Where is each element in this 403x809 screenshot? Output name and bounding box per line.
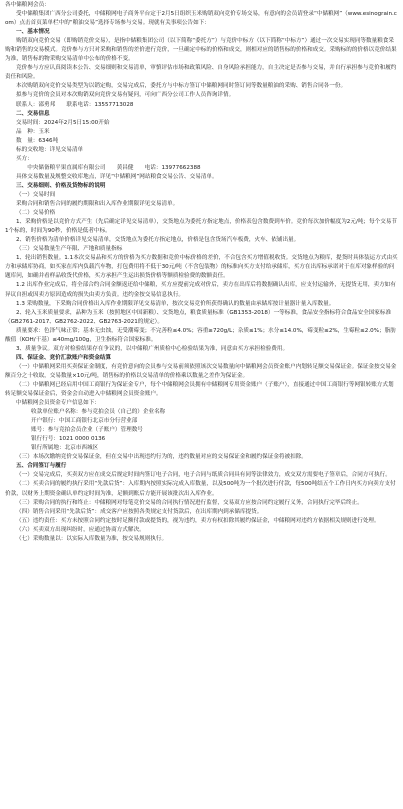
subheading-trade-price: （二）交易价格 [16, 210, 56, 217]
account-line: 银行所属地：北京市西城区 [31, 445, 99, 452]
section-4-p1: （一）中储粮网采用买卖保证金制度，有竞价意向的会员参与交易前须依照该次交易数量向中储粮网会员资金账户内划转足额交易保证金。保证金按交易金额百分之十收取，交易数量×10元/吨，销售标的价格以交易清单的价格乘以数量之差作为保证金。 [5, 363, 397, 379]
section-3-text: 1.2 出库作业完成后，将全部合约合同金额返还给中储粮，买方应提前完成对价后，卖方在出库后将数据确认出库，应支付运输外，无提货无用，卖方如有异议自担或因卖方原因造成的损失由卖方负责。违约金按交易信息执行。 [5, 282, 396, 298]
section-5-p5: （五）违约责任：买方未按照合同约定按时足额付款或提货的，视为违约，卖方有权扣除其履约保证金，中储粮网对违约方依据相关规则进行处理。 [16, 517, 380, 524]
subheading-quantity-quality: （三）交易数量生产年限、产地和质量指标 [16, 246, 123, 253]
trade-info-line: 品 种：玉米 [16, 128, 50, 135]
trade-info-line: 具体交易数量及规整交收库地点，详见“中储粮网”网站粮食交易公告、交易清单。 [16, 173, 218, 180]
section-1-p2: 竞价参与方应认真阅读本公告、交易细则和交易清单，审慎评估市场和政策风险、自身风险承担能力，自主决定是否参与交易，并自行承担参与竞价和履约责任和风险。 [5, 65, 397, 81]
trade-info-line: 标的交收地：详见交易清单 [16, 146, 84, 153]
section-5-p3: （三）采购合同的执行和终止：中储粮网对每笔竞价交易的合同执行情况进行监督，交易双方应按合同约定履行义务，合同执行完毕后终止。 [16, 499, 363, 506]
section-3-text: 1、轮出销售数量。1.1本次交易品和买方的价格为买方数据和竞价中标价格的差价，不合包含买方增值税收货。交货地点为粮库，提货时具体装运方式由买方和承储库协商，如买家在库内负载汽车物，打包费用将不低于30元/吨（不含包装物）的标准向买方支付给承储库，买方在出库标承诺对于在库对象样验的问题库问，如确并看样品收货代价格，买方承担产生运出损货价格等额质检验费的数额责任。 [5, 255, 398, 280]
account-line: 账号：参与竞拍会员企业（子账户）管理数号 [31, 427, 143, 434]
section-5-p1: （一）交易完成后，买卖双方应在成交后规定时间内签订电子合同，电子合同与纸质合同具有同等法律效力，成交双方需要电子签章后，合同方可执行。 [16, 472, 391, 479]
greeting: 各中储粮网会员： [5, 2, 50, 8]
section-5-p6: （六）买卖双方出现纠纷时，应通过协商方式解决。 [16, 526, 145, 533]
section-4-p2: （二）中储粮网已经启用中国工商银行为保证金专户，每个中储粮网会员拥有中储粮网专用资金账户（子账户），直接通过中国工商银行等网银转账方式划转足额交易保证金后，资金会自动进入中储粮网会员资金账户。 [5, 381, 394, 398]
section-2-heading: 二、交易信息 [16, 110, 50, 117]
buyer-contact-line: 中央储备粮平果直属库有限公司 黄昌健 电话：13977662388 [16, 164, 201, 171]
subheading-trade-time: （一）交易时间 [16, 191, 56, 198]
intro-paragraph: 受中储粮集团广西分公司委托，中储粮网电子商务平台定于2月5日组织玉米购销双向竞价专场交易，有意向的会员请登录“中储粮网”（www.esinograin.com）点击首页菜单栏中的“粮油交易”选择专场参与交易。现就有关事项公告如下： [5, 11, 397, 27]
section-1-p4: 拟参与竞价的会员对本次购销双向竞价交易有疑问，可向广西分公司工作人员咨询详情。 [16, 92, 235, 99]
quality-requirements: 质量要求：色泽气味正常；基本无虫蚀，无受潮霉变；不完善粒≤4.0%；容重≥720g/L；杂质≤1%；水分≤14.0%，霉变粒≤2%，生霉粒≤2.0%；脂肪酸值（KOH/干基）≤40mg/100g，卫生指标符合国家标准。 [5, 327, 396, 343]
trade-info-line: 买方： [16, 155, 33, 162]
section-4-heading: 四、保证金、竞价汇款账户和资金结算 [16, 354, 112, 361]
section-3-heading: 三、交易细则、价格及货物标的说明 [16, 182, 106, 189]
contact-line: 联系人：邵勇邦 联系电话：13557713028 [16, 101, 134, 108]
section-1-heading: 一、基本情况 [16, 29, 50, 36]
section-3-text: 2、轮入玉米质量要求，品种为玉米（按照地区中国新粮）、交货地点，粮食质量标准（GB1353-2018）一等标准，食品安全指标符合食品安全国家标准（GB2761-2017、GB2762-2022、GB2763-2021的规定）。 [5, 309, 392, 325]
account-line: 开户银行：中国工商银行北京市分行营业部 [31, 418, 138, 425]
account-info-title: 中储粮网会员资金专户信息如下： [16, 400, 100, 407]
section-1-p3: 本次购销双向竞价交易类型为以销定购，交易完成后，委托方与中标方签订中储粮网同时签订同等数量粮油的采购、销售合同各一份。 [16, 83, 347, 90]
trade-info-line: 数 量：6346吨 [16, 137, 59, 144]
section-3-text: 2、销售价格为清单价格详见交易清单，交货地点为委托方指定地点，价格是包含货场汽车板费，火车、依铺出量。 [16, 237, 300, 244]
section-3-text: 1、采购价格是以竞价方式产生（先后确定详见交易清单），交货地点为委托方指定地点，价格表包含数费到车价。竞价每次加价幅度为2元/吨；每个交易节1个标的，时间为90秒，价格是低者中标。 [5, 219, 397, 235]
section-4-p3: （三）本场次缴纳竞价交易保证金，但在交易中出现违约行为的，违约数量对应的交易保证金和履约保证金将被扣除。 [16, 454, 307, 461]
section-1-p1: 购销双向竞价交易（即购销竞价交易），是指中储粮集团公司（以下简称“委托方”）与竞价中标方（以下简称“中标方”）通过一次交易实现同等数量粮食采购和销售的交易模式。竞价参与方只对采购和销售的差价进行竞价，一旦确定中标的价格和成交，则相对应的销售标的价格和成交。采购标的的价格以竞价结果为准，销售标的物采购交易清单中公布的价格不变。 [5, 38, 397, 63]
trade-info-line: 交易时间：2024年2月5日15:00开始 [16, 119, 110, 126]
section-3-text: 3、质量争议。双方对检验结果存在争议的，以中储粮广州质检中心检验结果为准，同意由买方承担检验费用。 [16, 345, 289, 352]
section-3-text: 采购合同和销售合同的履约期限和出入库作业期限详见交易清单。 [16, 201, 179, 208]
account-line: 银行行号：1021 0000 0136 [31, 436, 106, 443]
account-line: 收款单位账户名称：参与竞拍会员（自己的）企业名称 [31, 409, 166, 416]
section-5-p7: （七）采购数量以：以实际入库数量为准，按交易规则执行。 [16, 535, 168, 542]
section-3-text: 1.3 采购数量，下采购合同价格出入库作业期限详见交易清单，按次交易竞价所获得确认的数量由承储库按计量器计量入库数量。 [16, 300, 335, 307]
section-5-p4: （四）销售合同采用“先款后货”：成交客户应按照各类规定支付货款后，在出库期内到承储库提货。 [16, 508, 263, 515]
section-5-p2: （二）买卖合同的履约执行采用“先款后货”：入库期内按照实际完成入库数量，以及500吨为一个批次进行付款，每500吨结五个工作日内买方向卖方支付价款，以财务上期资金确认单约定时间为准，足额到账后方能开展该批次出入库作业。 [5, 481, 396, 497]
section-5-heading: 五、合同签订与履行 [16, 463, 67, 470]
